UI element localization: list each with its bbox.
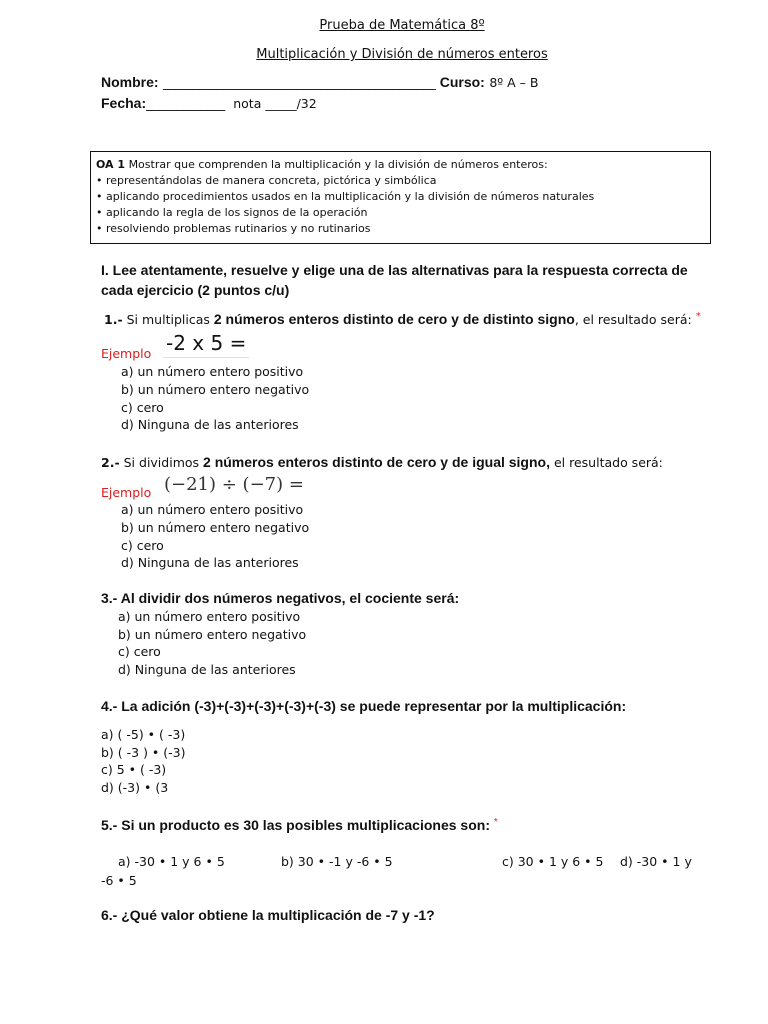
- nombre-label: Nombre:: [101, 74, 159, 90]
- option-c[interactable]: c) 5 • ( -3): [101, 762, 167, 777]
- question-number: 2.-: [101, 455, 120, 470]
- option-d[interactable]: d) Ninguna de las anteriores: [121, 417, 299, 432]
- section-instructions-line2: cada ejercicio (2 puntos c/u): [101, 282, 290, 298]
- example-expression: (−21) ÷ (−7) =: [164, 474, 304, 495]
- nombre-row: [101, 74, 538, 91]
- question-3: 3.- Al dividir dos números negativos, el cociente será:: [101, 590, 460, 606]
- option-a[interactable]: a) un número entero positivo: [118, 609, 301, 624]
- question-2: [101, 454, 663, 470]
- fecha-field[interactable]: _____________: [146, 97, 225, 112]
- option-b[interactable]: b) un número entero negativo: [121, 520, 310, 535]
- option-b[interactable]: b) un número entero negativo: [118, 627, 307, 642]
- option-a[interactable]: a) ( -5) • ( -3): [101, 727, 186, 742]
- option-d[interactable]: d) Ninguna de las anteriores: [121, 555, 299, 570]
- question-6: 6.- ¿Qué valor obtiene la multiplicación de -7 y -1?: [101, 907, 435, 923]
- objective-bullet: • representándolas de manera concreta, pictórica y simbólica: [96, 174, 437, 187]
- page-subtitle: Multiplicación y División de números enteros: [256, 47, 548, 62]
- option-d[interactable]: d) (-3) • (3: [101, 780, 169, 795]
- question-number: 1.-: [104, 312, 123, 327]
- required-marker: *: [695, 311, 701, 322]
- question-text: Si multiplicas: [126, 312, 210, 327]
- page-title: Prueba de Matemática 8º: [319, 18, 485, 33]
- option-c[interactable]: c) cero: [121, 400, 164, 415]
- example-expression: -2 x 5 =: [163, 331, 249, 358]
- option-c[interactable]: c) cero: [118, 644, 161, 659]
- required-marker: *: [493, 817, 498, 828]
- question-bold-text: 2 números enteros distinto de cero y de distinto signo: [213, 311, 575, 327]
- objective-text: Mostrar que comprenden la multiplicación y la división de números enteros:: [128, 158, 548, 171]
- option-a[interactable]: a) un número entero positivo: [121, 502, 304, 517]
- example-label: Ejemplo: [101, 346, 152, 361]
- option-a[interactable]: a) un número entero positivo: [121, 364, 304, 379]
- nombre-field[interactable]: _____________________________________________: [163, 76, 436, 91]
- option-a[interactable]: a) -30 • 1 y 6 • 5: [118, 854, 225, 869]
- curso-value: 8º A – B: [489, 75, 539, 90]
- example-label: Ejemplo: [101, 485, 152, 500]
- option-d[interactable]: d) -30 • 1 y: [620, 854, 692, 869]
- objective-code: OA 1: [96, 158, 126, 171]
- objective-bullet: • aplicando procedimientos usados en la multiplicación y la división de números naturales: [96, 190, 595, 203]
- objective-intro: [96, 158, 548, 171]
- option-b[interactable]: b) ( -3 ) • (-3): [101, 745, 186, 760]
- objective-box: [90, 151, 711, 244]
- fecha-row: [101, 95, 317, 112]
- option-d-continued: -6 • 5: [101, 873, 137, 888]
- question-1: [104, 311, 701, 327]
- question-4: 4.- La adición (-3)+(-3)+(-3)+(-3)+(-3) se puede representar por la multiplicación:: [101, 698, 627, 714]
- question-5: [101, 817, 498, 833]
- question-text: el resultado será:: [553, 455, 663, 470]
- option-b[interactable]: b) 30 • -1 y -6 • 5: [281, 854, 393, 869]
- option-c[interactable]: c) cero: [121, 538, 164, 553]
- option-b[interactable]: b) un número entero negativo: [121, 382, 310, 397]
- question-text: Si dividimos: [123, 455, 200, 470]
- question-text: 5.- Si un producto es 30 las posibles multiplicaciones son:: [101, 817, 490, 833]
- question-text: , el resultado será:: [574, 312, 692, 327]
- curso-label: Curso:: [439, 74, 485, 90]
- question-bold-text: 2 números enteros distinto de cero y de igual signo,: [203, 454, 550, 470]
- nota-field[interactable]: nota _____/32: [233, 96, 317, 111]
- option-d[interactable]: d) Ninguna de las anteriores: [118, 662, 296, 677]
- fecha-label: Fecha:: [101, 95, 147, 111]
- option-c[interactable]: c) 30 • 1 y 6 • 5: [502, 854, 604, 869]
- section-instructions-line1: I. Lee atentamente, resuelve y elige una de las alternativas para la respuesta correcta de: [101, 262, 688, 278]
- objective-bullet: • aplicando la regla de los signos de la operación: [96, 206, 368, 219]
- objective-bullet: • resolviendo problemas rutinarios y no rutinarios: [96, 222, 371, 235]
